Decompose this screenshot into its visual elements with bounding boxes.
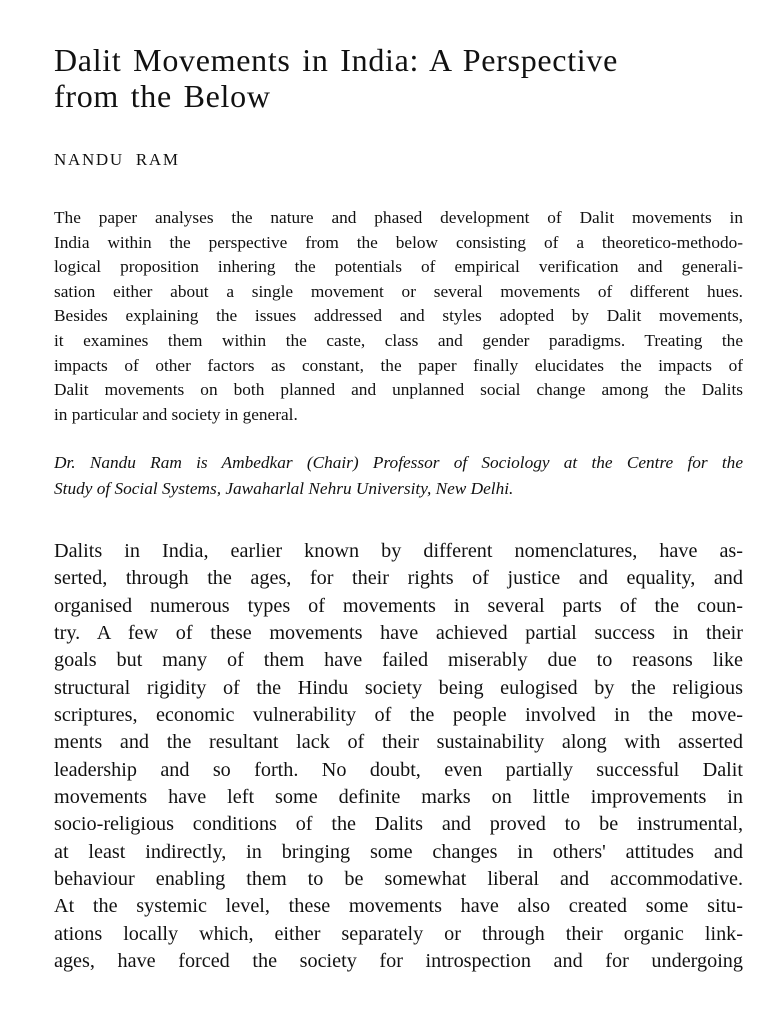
body-line: socio-religious conditions of the Dalits and proved to be instrumental,: [54, 813, 743, 836]
abstract-line: India within the perspective from the below consisting of a theoretico-methodo-: [54, 232, 743, 252]
body-line: organised numerous types of movements in several parts of the coun-: [54, 594, 743, 617]
abstract-line: sation either about a single movement or several movements of different hues.: [54, 281, 743, 301]
body-line: movements have left some definite marks on little improvements in: [54, 786, 743, 809]
body-line: ages, have forced the society for introspection and for undergoing: [54, 950, 743, 973]
body-line: at least indirectly, in bringing some changes in others' attitudes and: [54, 840, 743, 863]
abstract-line: impacts of other factors as constant, the paper finally elucidates the impacts of: [54, 355, 743, 375]
body-line: structural rigidity of the Hindu society being eulogised by the religious: [54, 676, 743, 699]
abstract-line: in particular and society in general.: [54, 404, 298, 424]
article-title-line: from the Below: [54, 78, 271, 114]
abstract-line: it examines them within the caste, class and gender paradigms. Treating the: [54, 330, 743, 350]
body-line: At the systemic level, these movements have also created some situ-: [54, 895, 743, 918]
author-name: NANDU RAM: [54, 150, 180, 169]
article-title-line: Dalit Movements in India: A Perspective: [54, 42, 618, 78]
body-line: scriptures, economic vulnerability of the people involved in the move-: [54, 704, 743, 727]
body-line: Dalits in India, earlier known by different nomenclatures, have as-: [54, 540, 743, 562]
abstract: [54, 206, 743, 427]
body-line: try. A few of these movements have achieved partial success in their: [54, 622, 743, 645]
body-line: ments and the resultant lack of their sustainability along with asserted: [54, 731, 743, 754]
abstract-line: Dalit movements on both planned and unplanned social change among the Dalits: [54, 380, 743, 400]
affiliation-line: Dr. Nandu Ram is Ambedkar (Chair) Professor of Sociology at the Centre for the: [54, 453, 743, 472]
abstract-line: Besides explaining the issues addressed and styles adopted by Dalit movements,: [54, 306, 743, 326]
body-line: behaviour enabling them to be somewhat liberal and accommodative.: [54, 868, 743, 891]
body-line: goals but many of them have failed miserably due to reasons like: [54, 649, 743, 672]
body-line: leadership and so forth. No doubt, even partially successful Dalit: [54, 758, 743, 781]
body-line: ations locally which, either separately or through their organic link-: [54, 922, 743, 945]
author-affiliation: [54, 450, 743, 502]
affiliation-line: Study of Social Systems, Jawaharlal Nehru University, New Delhi.: [54, 479, 514, 498]
article-title: [54, 42, 744, 114]
body-paragraph: [54, 538, 743, 976]
abstract-line: The paper analyses the nature and phased development of Dalit movements in: [54, 208, 743, 227]
body-line: serted, through the ages, for their rights of justice and equality, and: [54, 567, 743, 590]
abstract-line: logical proposition inhering the potentials of empirical verification and generali-: [54, 257, 743, 277]
